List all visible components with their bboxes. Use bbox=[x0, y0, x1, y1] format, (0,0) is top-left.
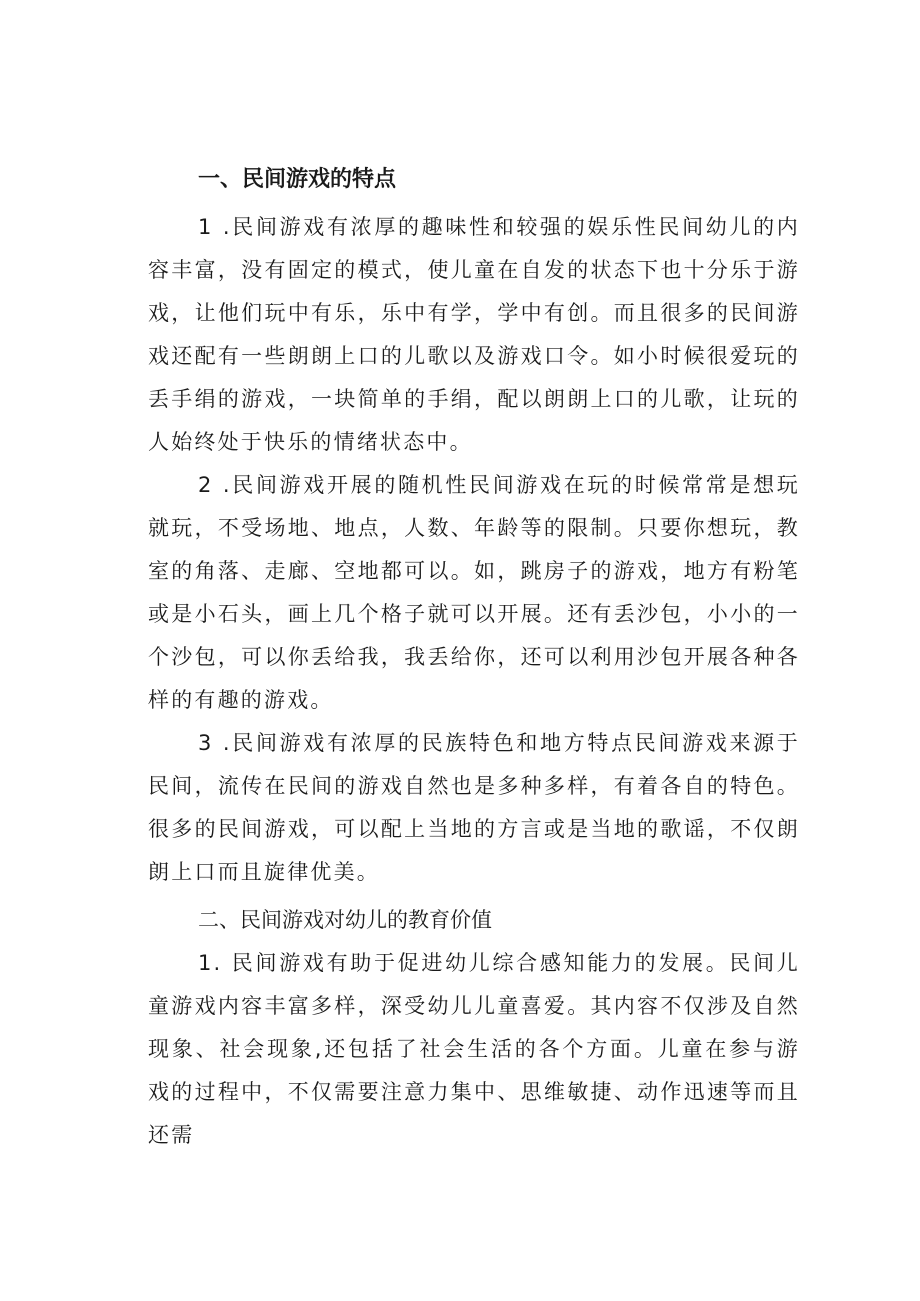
paragraph-feature-3: 3 .民间游戏有浓厚的民族特色和地方特点民间游戏来源于民间，流传在民间的游戏自然也是多种多样，有着各自的特色。很多的民间游戏，可以配上当地的方言或是当地的歌谣，不仅朗朗上口而且旋律优美。 bbox=[148, 731, 800, 884]
document-page bbox=[148, 160, 800, 1157]
section-heading-value: 二、民间游戏对幼儿的教育价值 bbox=[198, 908, 492, 932]
section-heading-features: 一、民间游戏的特点 bbox=[198, 167, 397, 192]
paragraph-feature-1: 1 .民间游戏有浓厚的趣味性和较强的娱乐性民间幼儿的内容丰富，没有固定的模式，使儿童在自发的状态下也十分乐于游戏，让他们玩中有乐，乐中有学，学中有创。而且很多的民间游戏还配有一些朗朗上口的儿歌以及游戏口令。如小时候很爱玩的丢手绢的游戏，一块简单的手绢，配以朗朗上口的儿歌，让玩的人始终处于快乐的情绪状态中。 bbox=[148, 215, 800, 454]
paragraph-feature-2: 2 .民间游戏开展的随机性民间游戏在玩的时候常常是想玩就玩，不受场地、地点，人数、年龄等的限制。只要你想玩，教室的角落、走廊、空地都可以。如，跳房子的游戏，地方有粉笔或是小石头，画上几个格子就可以开展。还有丢沙包，小小的一个沙包，可以你丢给我，我丢给你，还可以利用沙包开展各种各样的有趣的游戏。 bbox=[148, 473, 800, 712]
paragraph-value-1: 1. 民间游戏有助于促进幼儿综合感知能力的发展。民间儿童游戏内容丰富多样，深受幼儿儿童喜爱。其内容不仅涉及自然现象、社会现象,还包括了社会生活的各个方面。儿童在参与游戏的过程中，不仅需要注意力集中、思维敏捷、动作迅速等而且还需 bbox=[148, 951, 800, 1147]
